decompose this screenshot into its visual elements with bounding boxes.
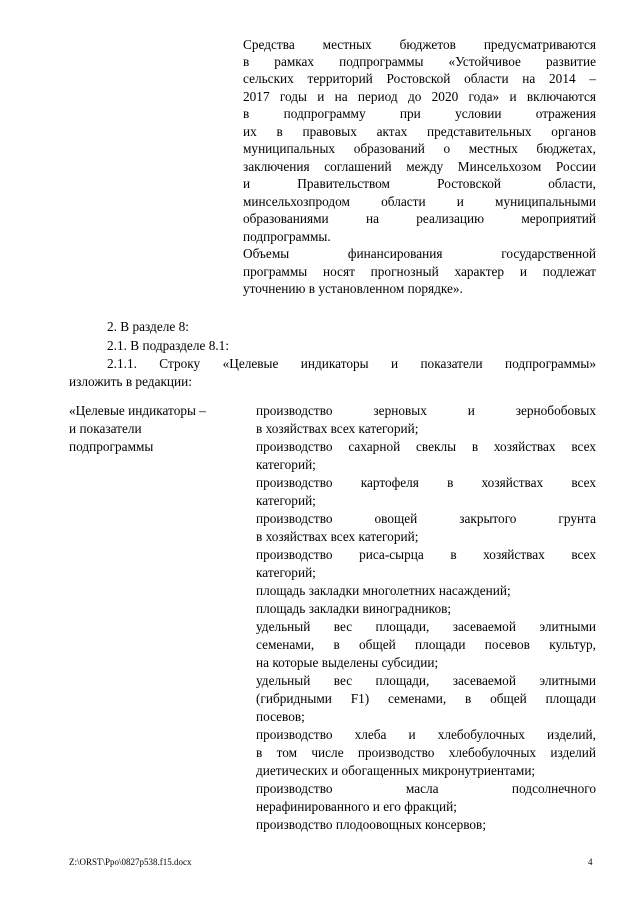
footer-file-path: Z:\ORST\Ppo\0827p538.f15.docx	[69, 857, 192, 867]
indicator-line: нерафинированного и его фракций;	[256, 799, 457, 814]
indicator-line: посевов;	[256, 709, 305, 724]
indicator-line: производство масла подсолнечного	[256, 781, 596, 796]
text-line: муниципальных образований о местных бюджетах,	[243, 141, 596, 156]
indicator-line: категорий;	[256, 565, 316, 580]
item-2-1-1-cont: изложить в редакции:	[69, 374, 192, 389]
indicator-line: производство картофеля в хозяйствах всех	[256, 475, 596, 490]
item-2: 2. В разделе 8:	[107, 319, 189, 334]
indicator-line: в том числе производство хлебобулочных изделий	[256, 745, 596, 760]
indicator-line: на которые выделены субсидии;	[256, 655, 439, 670]
text-line: заключения соглашений между Минсельхозом России	[243, 159, 596, 174]
indicator-line: диетических и обогащенных микронутриентами;	[256, 763, 536, 778]
indicator-line: в хозяйствах всех категорий;	[256, 529, 419, 544]
text-line: их в правовых актах представительных органов	[243, 124, 596, 139]
indicator-line: площадь закладки многолетних насаждений;	[256, 583, 511, 598]
text-line: подпрограммы.	[243, 229, 331, 244]
label-line: подпрограммы	[69, 439, 154, 454]
indicator-line: семенами, в общей площади посевов культур,	[256, 637, 596, 652]
text-line: программы носят прогнозный характер и подлежат	[243, 264, 596, 279]
text-line: минсельхозпродом области и муниципальными	[243, 194, 596, 209]
text-line: Средства местных бюджетов предусматриваются	[243, 37, 596, 52]
indicator-line: (гибридными F1) семенами, в общей площади	[256, 691, 596, 706]
item-2-1-1: 2.1.1. Строку «Целевые индикаторы и показатели подпрограммы»	[107, 356, 596, 371]
indicator-line: в хозяйствах всех категорий;	[256, 421, 419, 436]
indicator-line: производство риса-сырца в хозяйствах всех	[256, 547, 596, 562]
text-line: в рамках подпрограммы «Устойчивое развитие	[243, 54, 596, 69]
indicator-line: категорий;	[256, 457, 316, 472]
text-line: 2017 годы и на период до 2020 года» и включаются	[243, 89, 596, 104]
item-2-1: 2.1. В подразделе 8.1:	[107, 338, 230, 353]
page-number: 4	[588, 857, 593, 867]
indicator-line: производство плодоовощных консервов;	[256, 817, 487, 832]
indicator-line: производство зерновых и зернобобовых	[256, 403, 596, 418]
indicator-line: удельный вес площади, засеваемой элитными	[256, 673, 596, 688]
indicator-line: производство хлеба и хлебобулочных изделий,	[256, 727, 596, 742]
label-line: и показатели	[69, 421, 142, 436]
text-line: и Правительством Ростовской области,	[243, 176, 596, 191]
indicator-line: удельный вес площади, засеваемой элитными	[256, 619, 596, 634]
text-line: Объемы финансирования государственной	[243, 246, 596, 261]
text-line: в подпрограмму при условии отражения	[243, 106, 596, 121]
label-line: «Целевые индикаторы –	[69, 403, 206, 418]
text-line: уточнению в установленном порядке».	[243, 281, 463, 296]
text-line: образованиями на реализацию мероприятий	[243, 211, 596, 226]
indicator-line: производство сахарной свеклы в хозяйствах всех	[256, 439, 596, 454]
indicator-line: категорий;	[256, 493, 316, 508]
indicator-line: производство овощей закрытого грунта	[256, 511, 596, 526]
indicator-line: площадь закладки виноградников;	[256, 601, 452, 616]
text-line: сельских территорий Ростовской области на 2014 –	[243, 71, 596, 86]
